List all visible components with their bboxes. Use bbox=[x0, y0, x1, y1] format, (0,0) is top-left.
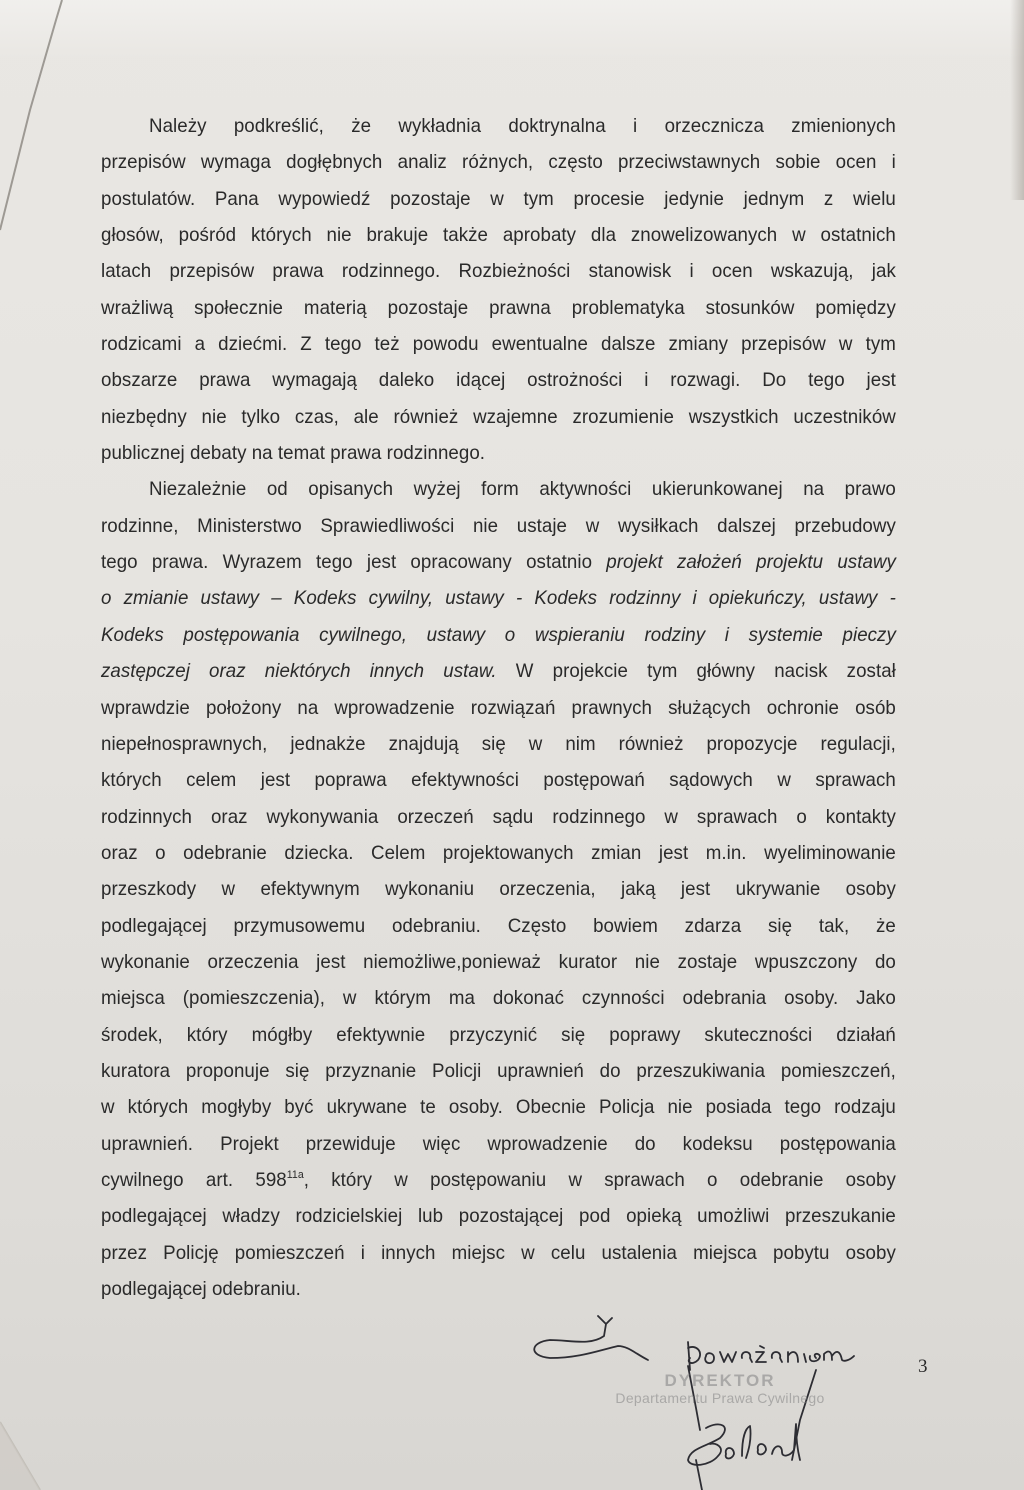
text-line: wprawdzie położony na wprowadzenie rozwiązań prawnych służących ochronie osób bbox=[101, 696, 896, 719]
text-line: podlegającej odebraniu. bbox=[101, 1278, 301, 1300]
fold-line-bottom-left bbox=[0, 1422, 40, 1490]
director-stamp bbox=[590, 1372, 850, 1406]
text-line: w których mogłyby być ukrywane te osoby. Obecnie Policja nie posiada tego rodzaju bbox=[101, 1096, 896, 1119]
text-line bbox=[101, 1162, 896, 1198]
article-superscript: 11a bbox=[286, 1168, 304, 1181]
text-line bbox=[101, 580, 896, 616]
text-line: podlegającej przymusowemu odebraniu. Często bowiem zdarza się tak, że bbox=[101, 914, 896, 937]
text-line: publicznej debaty na temat prawa rodzinnego. bbox=[101, 442, 486, 465]
fold-shadow-bottom-left bbox=[0, 1422, 40, 1490]
text-span: tego prawa. Wyrazem tego jest opracowany ostatnio bbox=[101, 551, 607, 574]
text-line: uprawnień. Projekt przewiduje więc wprowadzenie do kodeksu postępowania bbox=[101, 1132, 896, 1155]
text-line: Należy podkreślić, że wykładnia doktrynalna i orzecznicza zmienionych bbox=[149, 115, 896, 137]
text-line: środek, który mógłby efektywnie przyczynić się poprawy skuteczności działań bbox=[101, 1023, 896, 1046]
text-line: rodzinne, Ministerstwo Sprawiedliwości nie ustaje w wysiłkach dalszej przebudowy bbox=[101, 514, 896, 537]
text-line bbox=[101, 544, 896, 580]
text-line: miejsca (pomieszczenia), w którym ma dokonać czynności odebrania osoby. Jako bbox=[101, 987, 896, 1010]
text-line: rodzicami a dziećmi. Z tego też powodu ewentualne dalsze zmiany przepisów w tym bbox=[101, 333, 896, 356]
text-line: przeszkody w efektywnym wykonaniu orzeczenia, jaką jest ukrywanie osoby bbox=[101, 878, 896, 901]
text-line: latach przepisów prawa rodzinnego. Rozbieżności stanowisk i ocen wskazują, jak bbox=[101, 260, 896, 283]
italic-title-text: Kodeks postępowania cywilnego, ustawy o wspieraniu rodziny i systemie pieczy bbox=[101, 623, 896, 646]
text-line: postulatów. Pana wypowiedź pozostaje w tym procesie jedynie jednym z wielu bbox=[101, 187, 896, 210]
page-number: 3 bbox=[918, 1356, 928, 1377]
text-line: Niezależnie od opisanych wyżej form aktywności ukierunkowanej na prawo bbox=[149, 478, 896, 501]
text-line: niepełnosprawnych, jednakże znajdują się w nim również propozycje regulacji, bbox=[101, 732, 896, 755]
paper-highlight bbox=[0, 0, 1024, 60]
letter-body bbox=[101, 108, 896, 1307]
text-line: przez Policję pomieszczeń i innych miejsc w celu ustalenia miejsca pobytu osoby bbox=[101, 1241, 896, 1264]
text-line: wykonanie orzeczenia jest niemożliwe,ponieważ kurator nie zostaje wpuszczony do bbox=[101, 950, 896, 973]
text-line: których celem jest poprawa efektywności postępowań sądowych w sprawach bbox=[101, 769, 896, 792]
handwriting-powazaniem bbox=[688, 1342, 854, 1370]
text-line: podlegającej władzy rodzicielskiej lub pozostającej pod opieką umożliwi przeszukanie bbox=[101, 1205, 896, 1228]
paper-edge-shadow bbox=[1010, 0, 1024, 200]
italic-title-text: o zmianie ustawy – Kodeks cywilny, ustawy - Kodeks rodzinny i opiekuńczy, ustawy - bbox=[101, 587, 896, 610]
signature-bolon bbox=[688, 1424, 800, 1465]
text-line: oraz o odebranie dziecka. Celem projektowanych zmian jest m.in. wyeliminowanie bbox=[101, 841, 896, 864]
text-span: cywilnego art. 598 bbox=[101, 1168, 287, 1191]
text-span: W projekcie tym główny nacisk został bbox=[496, 660, 896, 683]
stamp-subtitle: Departamentu Prawa Cywilnego bbox=[615, 1390, 825, 1406]
stamp-title: DYREKTOR bbox=[664, 1371, 776, 1390]
text-span: , który w postępowaniu w sprawach o odebranie osoby bbox=[303, 1168, 896, 1191]
text-line: obszarze prawa wymagają daleko idącej ostrożności i rozwagi. Do tego jest bbox=[101, 369, 896, 392]
text-line bbox=[101, 653, 896, 689]
text-line: wrażliwą społecznie materią pozostaje prawna problematyka stosunków pomiędzy bbox=[101, 296, 896, 319]
text-line: kuratora proponuje się przyznanie Policji uprawnień do przeszukiwania pomieszczeń, bbox=[101, 1059, 896, 1082]
text-line bbox=[101, 617, 896, 653]
italic-title-text: projekt założeń projektu ustawy bbox=[606, 551, 896, 574]
italic-title-text: zastępczej oraz niektórych innych ustaw. bbox=[101, 660, 497, 683]
text-line: rodzinnych oraz wykonywania orzeczeń sądu rodzinnego w sprawach o kontakty bbox=[101, 805, 896, 828]
text-line: głosów, pośród których nie brakuje także aprobaty dla znowelizowanych w ostatnich bbox=[101, 224, 896, 247]
text-line: przepisów wymaga dogłębnych analiz różnych, często przeciwstawnych sobie ocen i bbox=[101, 151, 896, 174]
text-line: niezbędny nie tylko czas, ale również wzajemne zrozumienie wszystkich uczestników bbox=[101, 405, 896, 428]
handwriting-z bbox=[534, 1316, 648, 1360]
